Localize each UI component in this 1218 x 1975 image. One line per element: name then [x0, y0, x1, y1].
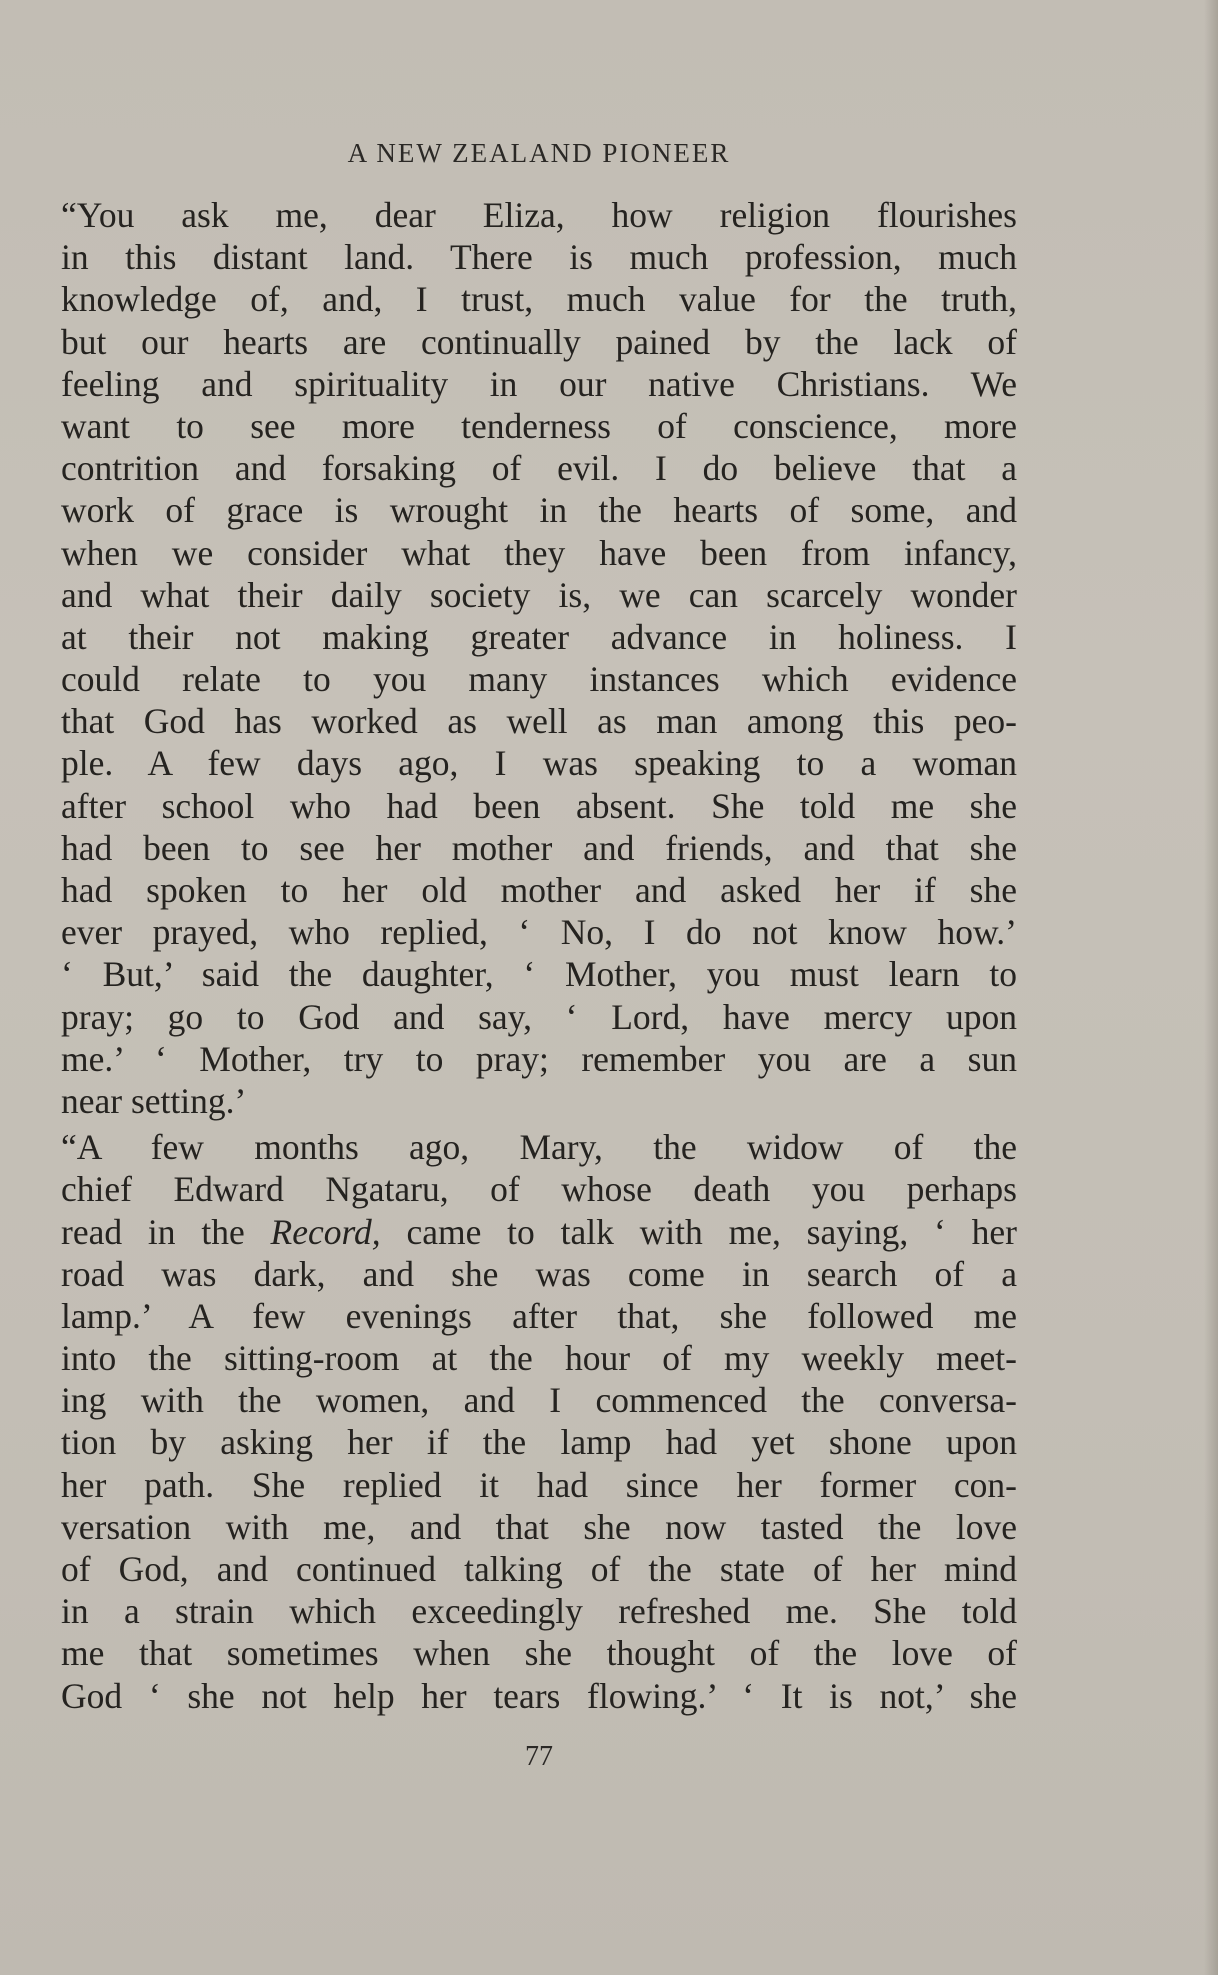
- text-line: into the sitting-room at the hour of my weekly meet-: [61, 1338, 1017, 1379]
- text-line: feeling and spirituality in our native Christians. We: [61, 363, 1017, 404]
- text-line: had been to see her mother and friends, and that she: [61, 827, 1017, 868]
- text-line: knowledge of, and, I trust, much value for the truth,: [61, 279, 1017, 320]
- text-line: and what their daily society is, we can scarcely wonder: [61, 574, 1017, 615]
- text-line: contrition and forsaking of evil. I do believe that a: [61, 448, 1017, 489]
- text-line: road was dark, and she was come in search of a: [61, 1253, 1017, 1294]
- text-line-with-italic: [61, 1211, 1017, 1253]
- text-line: after school who had been absent. She told me she: [61, 785, 1017, 826]
- text-line: chief Edward Ngataru, of whose death you perhaps: [61, 1169, 1017, 1210]
- text-line: could relate to you many instances which evidence: [61, 659, 1017, 700]
- text-line: of God, and continued talking of the state of her mind: [61, 1549, 1017, 1589]
- text-line: but our hearts are continually pained by the lack of: [61, 321, 1017, 362]
- text-line: her path. She replied it had since her former con-: [61, 1464, 1017, 1505]
- page-number: 77: [525, 1741, 553, 1772]
- text-line: versation with me, and that she now tasted the love: [61, 1506, 1017, 1547]
- text-line: near setting.’: [61, 1080, 247, 1121]
- text-line: at their not making greater advance in holiness. I: [61, 616, 1017, 657]
- text-line: ple. A few days ago, I was speaking to a woman: [61, 743, 1017, 784]
- text-segment: came to talk with me, saying, ‘ her: [380, 1211, 1018, 1252]
- text-line: lamp.’ A few evenings after that, she followed me: [61, 1295, 1017, 1336]
- text-line: when we consider what they have been from infancy,: [61, 532, 1017, 573]
- text-line: tion by asking her if the lamp had yet shone upon: [61, 1422, 1017, 1463]
- text-line: had spoken to her old mother and asked her if she: [61, 870, 1017, 910]
- text-line: pray; go to God and say, ‘ Lord, have mercy upon: [61, 996, 1017, 1037]
- text-line: that God has worked as well as man among this peo-: [61, 701, 1017, 742]
- text-line: work of grace is wrought in the hearts of some, and: [61, 490, 1017, 531]
- text-line: in a strain which exceedingly refreshed me. She told: [61, 1591, 1017, 1632]
- text-line: ever prayed, who replied, ‘ No, I do not know how.’: [61, 912, 1017, 953]
- italic-title-record: Record,: [270, 1211, 381, 1252]
- body-text: [61, 194, 1017, 1717]
- text-line: ing with the women, and I commenced the conversa-: [61, 1380, 1017, 1421]
- text-segment: read in the: [61, 1211, 271, 1252]
- page-edge-shadow: [1204, 0, 1218, 1975]
- text-line: “A few months ago, Mary, the widow of the: [61, 1127, 1017, 1168]
- text-line: me that sometimes when she thought of the love of: [61, 1633, 1017, 1674]
- text-line: me.’ ‘ Mother, try to pray; remember you are a sun: [61, 1038, 1017, 1079]
- text-line: God ‘ she not help her tears flowing.’ ‘ It is not,’ she: [61, 1675, 1017, 1716]
- running-head: A NEW ZEALAND PIONEER: [347, 138, 731, 168]
- text-line: in this distant land. There is much profession, much: [61, 237, 1017, 278]
- text-line: ‘ But,’ said the daughter, ‘ Mother, you must learn to: [61, 954, 1017, 995]
- text-line: “You ask me, dear Eliza, how religion flourishes: [61, 195, 1017, 235]
- text-line: want to see more tenderness of conscience, more: [61, 405, 1017, 446]
